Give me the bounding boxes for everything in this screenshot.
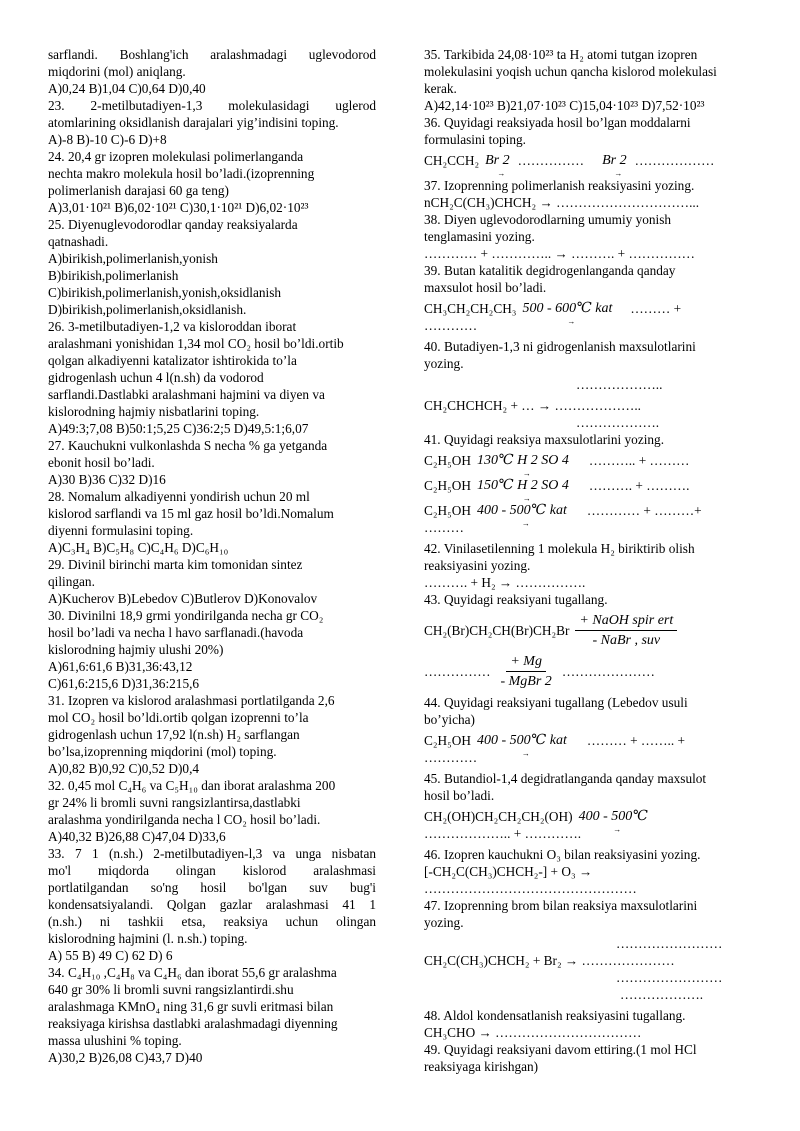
reactant: C₂H₅OH [424, 503, 471, 518]
reactant: CH₂(Br)CH₂CH(Br)CH₂Br [424, 623, 570, 638]
text-line: 32. 0,45 mol C₄H₆ va C₅H₁₀ dan iborat aralashma 200 [48, 778, 336, 793]
reaction-line: [-CH₂C(CH₃)CHCH₂-] + O₃ → [424, 864, 593, 879]
text-line: bo’yicha) [424, 712, 475, 727]
text-line: 46. Izopren kauchukni O₃ bilan reaksiyasini yozing. [424, 847, 701, 862]
reaction-equation [424, 808, 756, 825]
left-column [48, 46, 376, 1066]
reaction-condition: 130℃ H 2 SO 4 → [477, 452, 569, 469]
reactant: C₂H₅OH [424, 478, 471, 493]
answer-options: A)30 B)36 C)32 D)16 [48, 472, 166, 487]
question-47 [424, 897, 756, 1003]
condition-top: + NaOH spir ert [575, 612, 677, 631]
blank-product: ……………… [634, 153, 715, 168]
text-line: 37. Izoprenning polimerlanish reaksiyasini yozing. [424, 178, 695, 193]
text-line: reaksiyaga kirishsa dastlabki aralashmadagi diyenning [48, 1016, 338, 1031]
answer-options: D)birikish,polimerlanish,oksidlanish. [48, 302, 247, 317]
question-43 [424, 591, 756, 690]
text-line: mol CO₂ hosil bo’ldi.ortib qolgan izoprenni to’la [48, 710, 309, 725]
text-line: aralashmaga KMnO₄ ning 31,6 gr suvli eritmasi bilan [48, 999, 334, 1014]
reaction-condition: Br 2 → [485, 152, 510, 169]
text-line: yozing. [424, 356, 464, 371]
blank-product: ………………. [620, 987, 704, 1002]
answer-options: A)40,32 B)26,88 C)47,04 D)33,6 [48, 829, 226, 844]
text-line: molekulasini yoqish uchun qancha kislorod molekulasi [424, 64, 717, 79]
condition-bottom: - MgBr 2 [500, 674, 552, 689]
blank-product: ………………… [561, 664, 655, 679]
text-line: 30. Divinilni 18,9 grmi yondirilganda necha gr CO₂ [48, 608, 324, 623]
answer-options: B)birikish,polimerlanish [48, 268, 179, 283]
answer-options: A)0,82 B)0,92 C)0,52 D)0,4 [48, 761, 200, 776]
reaction-condition [575, 612, 677, 649]
question-35 [424, 46, 756, 114]
text-line: reaksiyaga kirishgan) [424, 1059, 539, 1074]
text-line: 41. Quyidagi reaksiya maxsulotlarini yozing. [424, 432, 665, 447]
question-44 [424, 694, 756, 766]
text-line: diyenni formulasini toping. [48, 523, 194, 538]
condition-top: + Mg [506, 653, 546, 672]
reaction-equation [424, 502, 756, 519]
text-line: reaksiyasini yozing. [424, 558, 531, 573]
text-line: 34. C₄H₁₀ ,C₄H₈ va C₄H₆ dan iborat 55,6 gr aralashma [48, 965, 337, 980]
text-line: aralashmani yonishidan 1,34 mol CO₂ hosil bo’ldi.ortib [48, 336, 344, 351]
blank-line: ……… [424, 520, 464, 535]
answer-options: A)-8 B)-10 C)-6 D)+8 [48, 132, 167, 147]
text-line: bo’lsa,izoprenning miqdorini (mol) toping. [48, 744, 277, 759]
reaction-condition: 400 - 500℃ → [579, 808, 648, 825]
reaction-equation [424, 732, 756, 749]
text-line: (n.sh.) ni tashkii etsa, reaksiya uchun olingan [48, 914, 376, 929]
question-40 [424, 338, 756, 431]
blank-product: ……… + [630, 301, 682, 316]
answer-options: A)42,14·10²³ B)21,07·10²³ C)15,04·10²³ D)7,52·10²³ [424, 98, 705, 113]
text-line: aralashma yondirilganda necha l CO₂ hosil bo’ladi. [48, 812, 321, 827]
answer-options: A) 55 B) 49 C) 62 D) 6 [48, 948, 173, 963]
text-line: yozing. [424, 915, 464, 930]
question-48 [424, 1007, 756, 1041]
reactant: C₂H₅OH [424, 453, 471, 468]
reaction-condition: 400 - 500℃ kat → [477, 502, 567, 519]
blank-line: ………… [424, 750, 478, 765]
reaction-equation [424, 612, 756, 649]
text-line: kislorodning hajmiy ulushi 20%) [48, 642, 224, 657]
text-line: 31. Izopren va kislorod aralashmasi portlatilganda 2,6 [48, 693, 335, 708]
reaction-condition: 150℃ H 2 SO 4 → [477, 477, 569, 494]
text-line: gidrogenlash uchun 17,92 l(n.sh) H₂ sarflangan [48, 727, 300, 742]
text-line: formulasini toping. [424, 132, 526, 147]
blank-product: …………………… [616, 936, 723, 951]
answer-options: A)30,2 B)26,08 C)43,7 D)40 [48, 1050, 203, 1065]
answer-options: A)3,01·10²¹ B)6,02·10²¹ C)30,1·10²¹ D)6,02·10²³ [48, 200, 309, 215]
reaction-equation [424, 653, 756, 690]
text-line: 36. Quyidagi reaksiyada hosil bo’lgan moddalarni [424, 115, 691, 130]
text-line: portlatilgandan so'ng hosil bo'lgan suv bug'i [48, 880, 376, 895]
text-line: massa ulushini % toping. [48, 1033, 182, 1048]
question-49 [424, 1041, 756, 1075]
reactant: C₂H₅OH [424, 733, 471, 748]
reaction-equation [424, 300, 756, 317]
blank-product: ………. + ………. [588, 478, 690, 493]
reaction-line: CH₂CHCHCH₂ + … → ……………….. [424, 398, 641, 413]
answer-options: A)C₃H₄ B)C₅H₈ C)C₄H₆ D)C₆H₁₀ [48, 540, 229, 555]
reaction-line: ………… + ………….. → ………. + …………… [424, 246, 695, 261]
answer-options: C)birikish,polimerlanish,yonish,oksidlanish [48, 285, 282, 300]
text-line: kerak. [424, 81, 457, 96]
text-line: kislorodning hajmini (l. n.sh.) toping. [48, 931, 248, 946]
text-line: maxsulot hosil bo’ladi. [424, 280, 547, 295]
answer-options: A)61,6:61,6 B)31,36:43,12 [48, 659, 193, 674]
blank-product: ……… + …….. + [586, 733, 685, 748]
text-line: sarflandi. Boshlang'ich aralashmadagi uglevodorod [48, 47, 376, 62]
blank-line: ………………………………………… [424, 881, 637, 896]
blank-product: ………… + ………+ [586, 503, 702, 518]
text-line: 25. Diyenuglevodorodlar qanday reaksiyalarda [48, 217, 298, 232]
question-41 [424, 431, 756, 536]
text-line: 29. Divinil birinchi marta kim tomonidan sintez [48, 557, 303, 572]
text-line: tenglamasini yozing. [424, 229, 535, 244]
reaction-line: ………. + H₂ → ……………. [424, 575, 586, 590]
text-line: 38. Diyen uglevodorodlarning umumiy yonish [424, 212, 672, 227]
text-line: 27. Kauchukni vulkonlashda S necha % ga yetganda [48, 438, 328, 453]
blank-line: ……………….. + …………. [424, 826, 582, 841]
reaction-equation [424, 452, 756, 469]
blank-reactant: …………… [424, 664, 491, 679]
question-46 [424, 846, 756, 897]
blank-product: …………… [517, 153, 585, 168]
answer-options: A)0,24 B)1,04 C)0,64 D)0,40 [48, 81, 206, 96]
text-line: hosil bo’ladi va necha l havo sarflanadi.(havoda [48, 625, 304, 640]
question-37 [424, 177, 756, 211]
reaction-condition: 400 - 500℃ kat → [477, 732, 567, 749]
text-line: polimerlanish darajasi 60 ga teng) [48, 183, 229, 198]
question-42 [424, 540, 756, 591]
text-line: 33. 7 1 (n.sh.) 2-metilbutadiyen-l,3 va unga nisbatan [48, 846, 376, 861]
blank-line: ………… [424, 318, 478, 333]
answer-options: A)birikish,polimerlanish,yonish [48, 251, 218, 266]
text-line: 49. Quyidagi reaksiyani davom ettiring.(1 mol HCl [424, 1042, 697, 1057]
text-line: 45. Butandiol-1,4 degidratlanganda qanday maxsulot [424, 771, 707, 786]
question-39 [424, 262, 756, 334]
reactant: CH₂CCH₂ [424, 153, 480, 168]
text-line: 42. Vinilasetilenning 1 molekula H₂ biriktirib olish [424, 541, 695, 556]
text-line: 48. Aldol kondensatlanish reaksiyasini tugallang. [424, 1008, 686, 1023]
condition-bottom: - NaBr , suv [592, 633, 661, 648]
reaction-condition [496, 653, 555, 690]
text-line: 40. Butadiyen-1,3 ni gidrogenlanish maxsulotlarini [424, 339, 696, 354]
text-line: kislorodning hajmiy nisbatlarini toping. [48, 404, 260, 419]
text-line: miqdorini (mol) aniqlang. [48, 64, 186, 79]
text-line: 24. 20,4 gr izopren molekulasi polimerlanganda [48, 149, 304, 164]
reaction-line: CH₃CHO → …………………………… [424, 1025, 642, 1040]
text-line: qilingan. [48, 574, 95, 589]
blank-product: …………………… [616, 970, 723, 985]
reaction-condition: Br 2 → [602, 152, 627, 169]
text-line: 47. Izoprenning brom bilan reaksiya maxsulotlarini [424, 898, 698, 913]
text-line: sarflandi.Dastlabki aralashmani hajmini va diyen va [48, 387, 325, 402]
text-line: kondensatsiyalandi. Qolgan gazlar aralashmasi 41 1 [48, 897, 376, 912]
text-line: qatnashadi. [48, 234, 109, 249]
blank-product: ………………. [576, 415, 660, 430]
reactant: CH₃CH₂CH₂CH₃ [424, 301, 517, 316]
text-line: gr 24% li bromli suvni rangsizlantirsa,dastlabki [48, 795, 301, 810]
blank-product: ……………….. [576, 377, 663, 392]
text-line: hosil bo’ladi. [424, 788, 495, 803]
reaction-equation [424, 152, 756, 169]
text-line: 26. 3-metilbutadiyen-1,2 va kisloroddan iborat [48, 319, 297, 334]
text-line: qolgan alkadiyenni katalizator ishtirokida to’la [48, 353, 297, 368]
reaction-line: nCH₂C(CH₃)CHCH₂ → …………………………... [424, 195, 700, 210]
text-line: 35. Tarkibida 24,08·10²³ ta H₂ atomi tutgan izopren [424, 47, 698, 62]
reactant: CH₂(OH)CH₂CH₂CH₂(OH) [424, 809, 573, 824]
reaction-equation [424, 477, 756, 494]
reaction-condition: 500 - 600℃ kat → [522, 300, 612, 317]
text-line: mo'l miqdorda olingan kislorod aralashmasi [48, 863, 376, 878]
text-line: 28. Nomalum alkadiyenni yondirish uchun 20 ml [48, 489, 310, 504]
text-line: 43. Quyidagi reaksiyani tugallang. [424, 592, 608, 607]
reaction-line: CH₂C(CH₃)CHCH₂ + Br₂ → ………………… [424, 953, 675, 968]
blank-product: ……….. + ……… [588, 453, 690, 468]
answer-options: A)49:3;7,08 B)50:1;5,25 C)36:2;5 D)49,5:1;6,07 [48, 421, 309, 436]
text-line: 44. Quyidagi reaksiyani tugallang (Lebedov usuli [424, 695, 688, 710]
text-line: nechta makro molekula hosil bo’ladi.(izoprenning [48, 166, 315, 181]
text-line: 23. 2-metilbutadiyen-1,3 molekulasidagi uglerod [48, 98, 376, 113]
question-38 [424, 211, 756, 262]
question-45 [424, 770, 756, 842]
answer-options: A)Kucherov B)Lebedov C)Butlerov D)Konovalov [48, 591, 318, 606]
right-column [424, 46, 756, 1075]
answer-options: C)61,6:215,6 D)31,36:215,6 [48, 676, 200, 691]
text-line: 640 gr 30% li bromli suvni rangsizlantirdi.shu [48, 982, 294, 997]
text-line: 39. Butan katalitik degidrogenlanganda qanday [424, 263, 676, 278]
text-line: ebonit hosil bo’ladi. [48, 455, 155, 470]
text-line: gidrogenlash uchun 4 l(n.sh) da vodorod [48, 370, 264, 385]
question-36 [424, 114, 756, 169]
text-line: kislorod sarflandi va 15 ml gaz hosil bo’ldi.Nomalum [48, 506, 334, 521]
text-line: atomlarining oksidlanish darajalari yig’indisini toping. [48, 115, 339, 130]
